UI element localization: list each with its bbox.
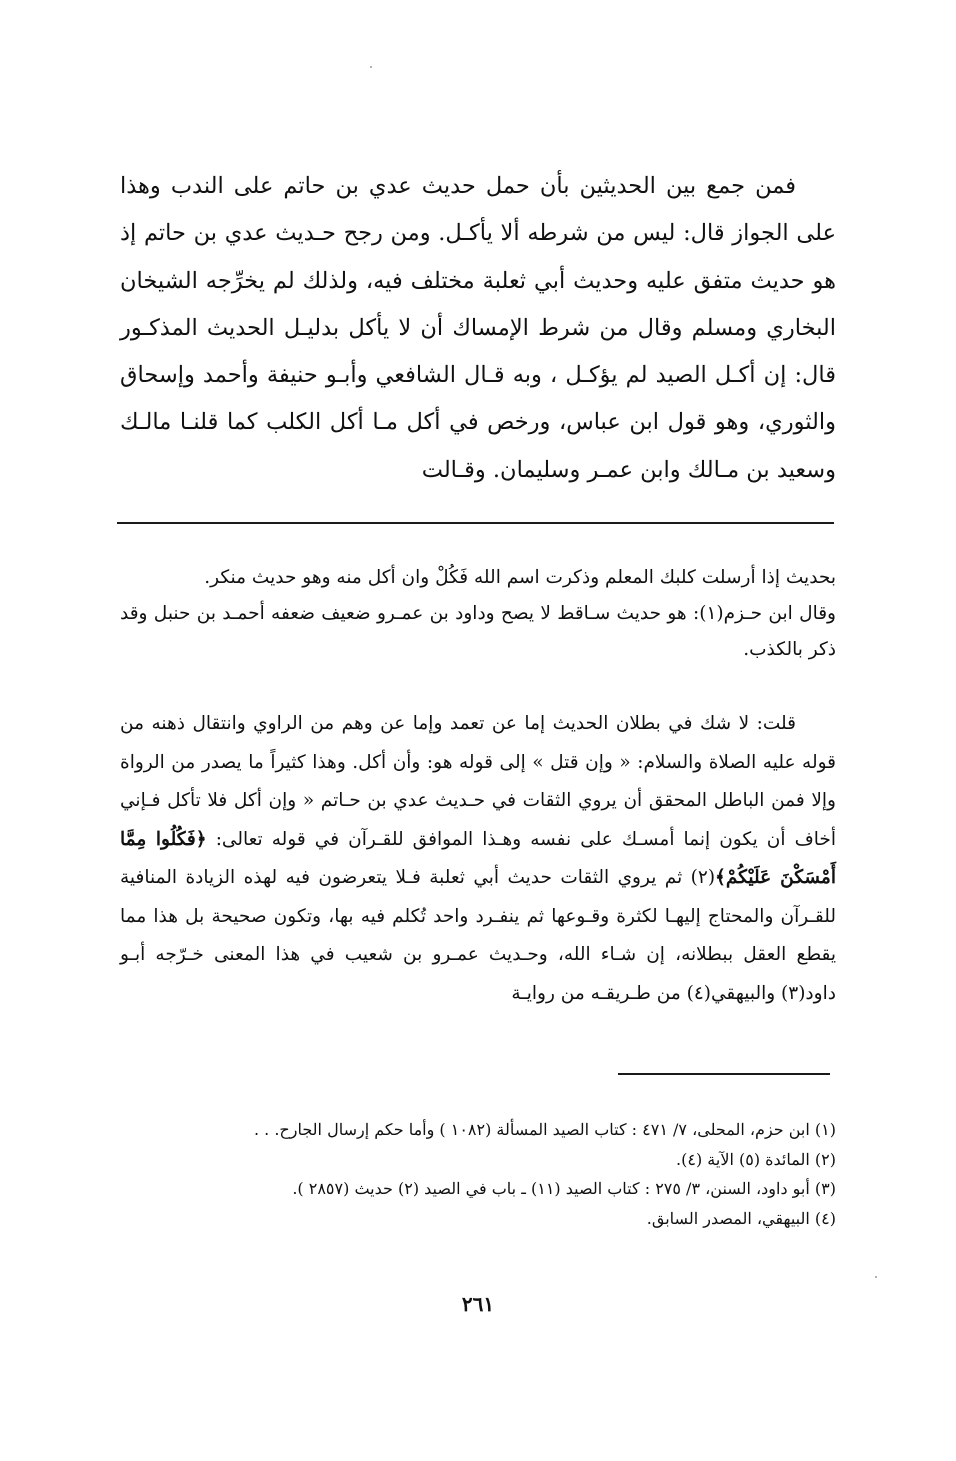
continued-footnote-line-2: وقال ابن حـزم(١): هو حديث سـاقط لا يصح وداود بن عمـرو ضعيف ضعفه أحمـد بن حنبل وقد ذكر بالكذب. (120, 603, 836, 660)
continued-footnote-block (120, 560, 836, 668)
quran-verse: ﴿فَكُلُوا مِمَّا أَمْسَكْنَ عَلَيْكُمْ﴾ (120, 828, 836, 888)
main-text-block (120, 163, 836, 494)
main-paragraph: فمن جمع بين الحديثين بأن حمل حديث عدي بن حاتم على الندب وهذا على الجواز قال: ليس من شرطه ألا يأكـل. ومن رجح حـديث عدي بن حاتم إذ هو حديث متفق عليه وحديث أبي ثعلبة مختلف فيه، ولذلك لم يخرِّجه الشيخان البخاري ومسلم وقال من شرط الإمساك أن لا يأكل بدليـل الحديث المذكـور قال: إن أكـل الصيد لم يؤكـل ، وبه قـال الشافعي وأبـو حنيفة وأحمد وإسحاق والثوري، وهو قول ابن عباس، ورخص في أكل مـا أكل الكلب كما قلنـا مالـك وسعيد بن مـالك وابن عمـر وسليمان. وقـالت (120, 173, 836, 483)
footnotes-separator-line (618, 1073, 830, 1075)
commentary-part-1: قلت: لا شك في بطلان الحديث إما عن تعمد وإما عن وهم من الراوي وانتقال ذهنه من قوله عليه الصلاة والسلام: « وإن قتل » إلى قوله هو: وأن أكل. وهذا كثيراً ما يصدر من الرواة وإلا فمن الباطل المحقق أن يروي الثقات في حـديث عدي بن حـاتم « وإن أكل فلا تأكل فـإني أخاف أن يكون إنما أمسـك على نفسه وهـذا الموافق للقـرآن في قوله تعالى: (120, 713, 836, 850)
scan-speck (370, 66, 372, 68)
footnote-separator-line (117, 522, 834, 524)
scan-speck (875, 1276, 877, 1278)
page-number: ٢٦١ (461, 1292, 495, 1316)
footnote-3: (٣) أبو داود، السنن، ٣/ ٢٧٥ : كتاب الصيد (١١) ـ باب في الصيد (٢) حديث (٢٨٥٧ ). (292, 1179, 836, 1198)
footnote-1: (١) ابن حزم، المحلى، ٧/ ٤٧١ : كتاب الصيد المسألة (١٠٨٢ ) وأما حكم إرسال الجارح. . . (253, 1120, 836, 1139)
commentary-part-2: (٢) ثم يروي الثقات حديث أبي ثعلبة فـلا يتعرضون فيه لهذه الزيادة المنافية للقـرآن والمحتاج إليهـا لكثرة وقـوعها ثم ينفـرد واحد تُكلم فيه بها، وتكون صحيحة بل هذا مما يقطع العقل ببطلانه، إن شـاء الله، وحـديث عمـرو بن شعيب في هذا المعنى خـرّجه أبـو داود(٣) والبيهقي(٤) من طـريقـه من روايـة (120, 867, 836, 1004)
continued-footnote-line-1: بحديث إذا أرسلت كلبك المعلم وذكرت اسم الله فَكُلْ وان أكل منه وهو حديث منكر. (204, 567, 836, 588)
commentary-paragraph (120, 705, 836, 1013)
footnote-4: (٤) البيهقي، المصدر السابق. (646, 1208, 836, 1228)
footnote-2: (٢) المائدة (٥) الآية (٤). (676, 1149, 836, 1169)
commentary-block (120, 705, 836, 1013)
footnotes-list (120, 1115, 836, 1233)
